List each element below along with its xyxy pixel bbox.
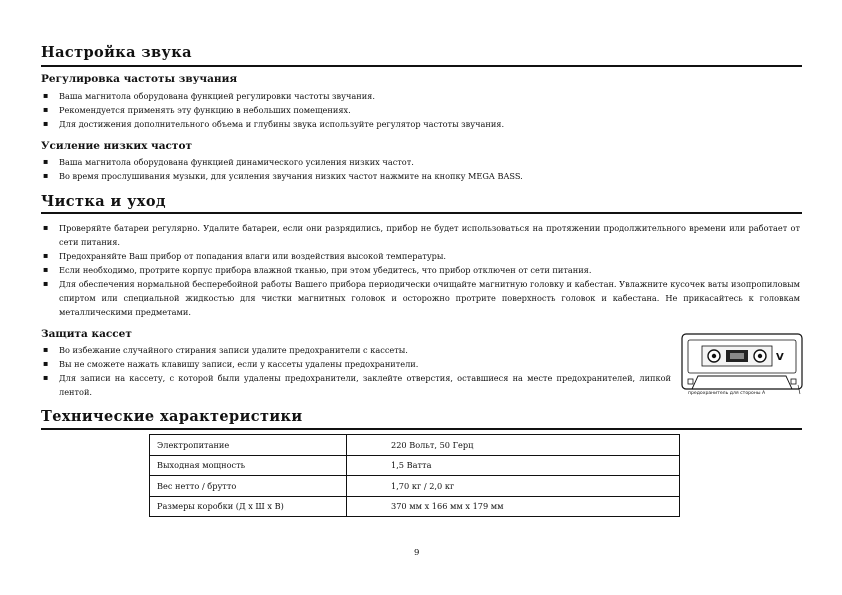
care-list (41, 221, 800, 319)
specs-section-title: Технические характеристики (41, 408, 303, 425)
section-divider (41, 428, 802, 430)
table-row (150, 455, 680, 476)
list-item: ▪ Ваша магнитола оборудована функцией динамического усиления низких частот. (41, 155, 802, 169)
spec-value: 1,5 Ватта (347, 455, 680, 476)
sound-section-title: Настройка звука (41, 44, 192, 61)
table-row (150, 476, 680, 497)
list-item: ▪ Во время прослушивания музыки, для усиления звучания низких частот нажмите на кнопку MEGA BASS. (41, 169, 802, 183)
protect-subtitle: Защита кассет (41, 328, 132, 340)
freq-subtitle: Регулировка частоты звучания (41, 73, 238, 85)
list-item: ▪ Во избежание случайного стирания записи удалите предохранители с кассеты. (41, 343, 671, 357)
table-row (150, 435, 680, 456)
care-section-title: Чистка и уход (41, 193, 166, 210)
page-number: 9 (414, 548, 420, 558)
section-divider (41, 212, 802, 214)
bass-list (41, 155, 802, 183)
list-item: ▪ Вы не сможете нажать клавишу записи, если у кассеты удалены предохранители. (41, 357, 671, 371)
spec-value: 1,70 кг / 2,0 кг (347, 476, 680, 497)
spec-value: 370 мм x 166 мм x 179 мм (347, 496, 680, 517)
specs-table (149, 434, 680, 517)
spec-label: Размеры коробки (Д х Ш х В) (150, 496, 347, 517)
section-divider (41, 65, 802, 67)
freq-list (41, 89, 802, 131)
spec-label: Вес нетто / брутто (150, 476, 347, 497)
spec-label: Электропитание (150, 435, 347, 456)
list-item: ▪ Рекомендуется применять эту функцию в небольших помещениях. (41, 103, 802, 117)
list-item: ▪ Предохраняйте Ваш прибор от попадания влаги или воздействия высокой температуры. (41, 249, 800, 263)
spec-value: 220 Вольт, 50 Герц (347, 435, 680, 456)
list-item: ▪ Ваша магнитола оборудована функцией регулировки частоты звучания. (41, 89, 802, 103)
list-item: ▪ Проверяйте батареи регулярно. Удалите батареи, если они разрядились, прибор не будет использоваться на протяжении продолжительного времени или работает от сети питания. (41, 221, 800, 249)
svg-text:V: V (776, 352, 784, 363)
protect-list (41, 343, 671, 399)
list-item: ▪ Для обеспечения нормальной бесперебойной работы Вашего прибора периодически очищайте магнитную головку и кабестан. Увлажните кусочек ваты изопропиловым спиртом или специальной жидкостью для чистки магнитных головок и осторожно протрите поверхность головок и кабестана. Не прикасайтесь к головкам металлическими предметами. (41, 277, 800, 319)
list-item: ▪ Для записи на кассету, с которой были удалены предохранители, заклейте отверстия, оставшиеся на месте предохранителей, липкой лентой. (41, 371, 671, 399)
cassette-caption: предохранитель для стороны А (688, 391, 766, 396)
table-row (150, 496, 680, 517)
list-item: ▪ Для достижения дополнительного объема и глубины звука используйте регулятор частоты звучания. (41, 117, 802, 131)
list-item: ▪ Если необходимо, протрите корпус прибора влажной тканью, при этом убедитесь, что прибор отключен от сети питания. (41, 263, 800, 277)
bass-subtitle: Усиление низких частот (41, 140, 192, 152)
spec-label: Выходная мощность (150, 455, 347, 476)
